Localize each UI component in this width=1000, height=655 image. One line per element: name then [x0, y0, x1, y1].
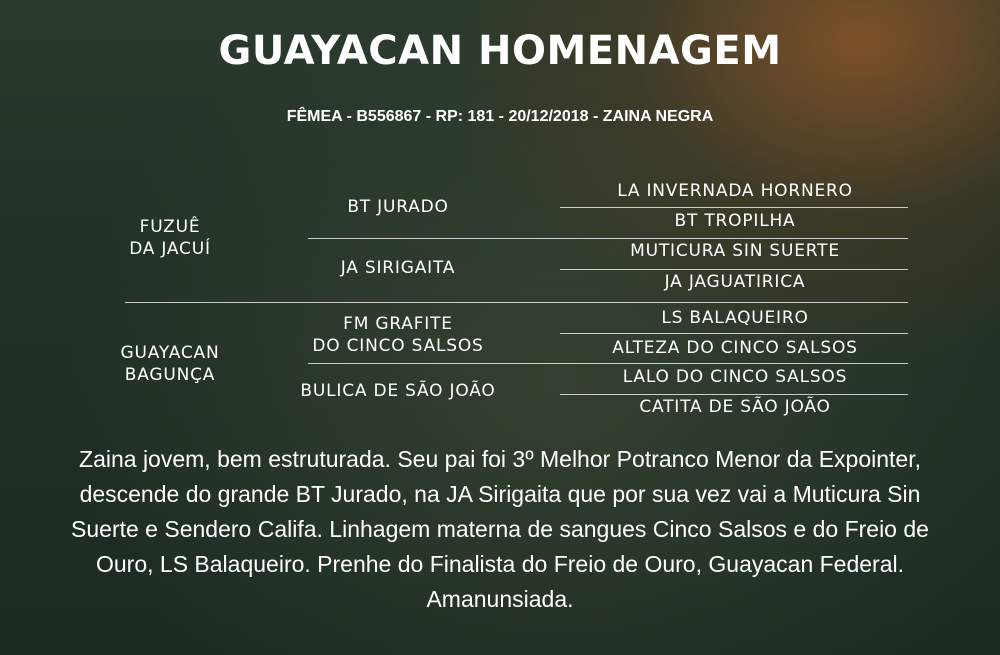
dam-name [60, 342, 280, 386]
dam-sire-name [268, 313, 528, 357]
sire-sire-name: BT JURADO [347, 197, 449, 217]
divider-line [560, 269, 908, 270]
dam-name-line1: GUAYACAN [120, 343, 220, 363]
sire-name [60, 216, 280, 260]
great-grandparent-6: ALTEZA DO CINCO SALSOS [612, 338, 858, 358]
dam-sire-line2: DO CINCO SALSOS [312, 336, 484, 356]
dam-dam-name: BULICA DE SÃO JOÃO [300, 381, 496, 401]
great-grandparent-5: LS BALAQUEIRO [661, 308, 809, 328]
great-grandparent-8: CATITA DE SÃO JOÃO [639, 397, 831, 417]
divider-line [560, 207, 908, 208]
great-grandparent-4: JA JAGUATIRICA [664, 272, 806, 292]
divider-line [308, 238, 908, 239]
great-grandparent-2: BT TROPILHA [674, 211, 796, 231]
dam-sire-line1: FM GRAFITE [343, 314, 453, 334]
sire-name-line1: FUZUÊ [139, 217, 201, 237]
divider-line [560, 333, 908, 334]
sire-dam-name: JA SIRIGAITA [340, 258, 456, 278]
great-grandparent-7: LALO DO CINCO SALSOS [622, 367, 848, 387]
description-text: Zaina jovem, bem estruturada. Seu pai foi 3º Melhor Potranco Menor da Expointer, descende do grande BT Jurado, na JA Sirigaita que por sua vez vai a Muticura Sin Suerte e Sendero Califa. Linhagem materna de sangues Cinco Salsos e do Freio de Ouro, LS Balaqueiro. Prenhe do Finalista do Freio de Ouro, Guayacan Federal. Amanunsiada. [71, 446, 929, 612]
page-title: GUAYACAN HOMENAGEM [218, 28, 782, 74]
divider-line [125, 302, 908, 303]
great-grandparent-1: LA INVERNADA HORNERO [617, 181, 853, 201]
great-grandparent-3: MUTICURA SIN SUERTE [630, 241, 840, 261]
divider-line [308, 363, 908, 364]
sire-name-line2: DA JACUÍ [129, 239, 211, 259]
animal-info: FÊMEA - B556867 - RP: 181 - 20/12/2018 - ZAINA NEGRA [286, 108, 714, 125]
dam-name-line2: BAGUNÇA [124, 365, 216, 385]
divider-line [560, 394, 908, 395]
